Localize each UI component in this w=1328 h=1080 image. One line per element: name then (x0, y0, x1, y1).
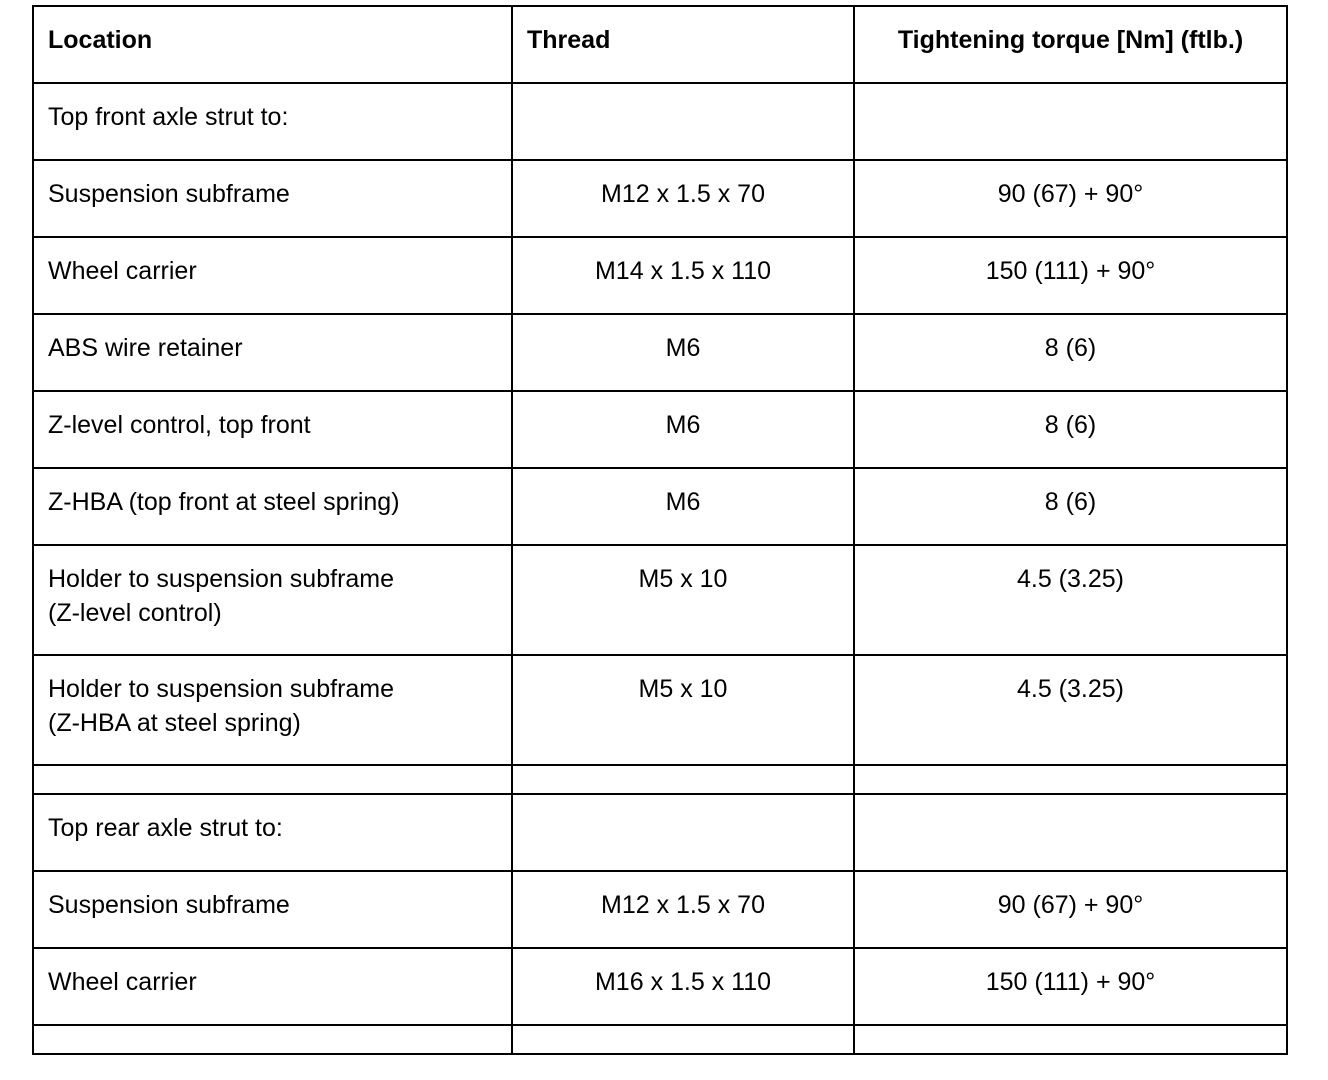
torque-spec-table (32, 5, 1288, 1055)
thread-cell: M6 (512, 391, 854, 468)
table-row (33, 468, 1287, 545)
torque-cell: 8 (6) (854, 314, 1287, 391)
location-line: Holder to suspension subframe (48, 675, 395, 703)
location-cell: Top rear axle strut to: (33, 794, 512, 871)
table-row (33, 237, 1287, 314)
location-cell (33, 545, 512, 655)
thread-cell: M6 (512, 468, 854, 545)
torque-cell: 4.5 (3.25) (854, 655, 1287, 765)
torque-cell (854, 83, 1287, 160)
table-row (33, 391, 1287, 468)
header-torque: Tightening torque [Nm] (ftlb.) (854, 6, 1287, 83)
table-row (33, 83, 1287, 160)
thread-cell: M16 x 1.5 x 110 (512, 948, 854, 1025)
torque-cell: 90 (67) + 90° (854, 160, 1287, 237)
thread-cell: M12 x 1.5 x 70 (512, 160, 854, 237)
location-line: Holder to suspension subframe (48, 565, 395, 593)
torque-cell: 150 (111) + 90° (854, 948, 1287, 1025)
table-row (33, 794, 1287, 871)
location-line: (Z-HBA at steel spring) (48, 709, 301, 737)
thread-cell: M5 x 10 (512, 545, 854, 655)
torque-cell (854, 794, 1287, 871)
location-cell: Z-level control, top front (33, 391, 512, 468)
location-cell (33, 655, 512, 765)
table-row (33, 314, 1287, 391)
thread-cell (512, 765, 854, 794)
table-row (33, 1025, 1287, 1054)
location-line: (Z-level control) (48, 599, 222, 627)
torque-cell: 4.5 (3.25) (854, 545, 1287, 655)
torque-cell: 150 (111) + 90° (854, 237, 1287, 314)
thread-cell (512, 794, 854, 871)
torque-cell: 8 (6) (854, 468, 1287, 545)
location-cell: Suspension subframe (33, 160, 512, 237)
location-cell: Wheel carrier (33, 237, 512, 314)
thread-cell: M12 x 1.5 x 70 (512, 871, 854, 948)
torque-cell: 8 (6) (854, 391, 1287, 468)
location-cell: Z-HBA (top front at steel spring) (33, 468, 512, 545)
thread-cell: M14 x 1.5 x 110 (512, 237, 854, 314)
location-cell: ABS wire retainer (33, 314, 512, 391)
location-cell: Top front axle strut to: (33, 83, 512, 160)
header-location: Location (33, 6, 512, 83)
location-cell (33, 1025, 512, 1054)
table-row (33, 655, 1287, 765)
thread-cell (512, 1025, 854, 1054)
torque-cell (854, 765, 1287, 794)
location-cell (33, 765, 512, 794)
table-row (33, 160, 1287, 237)
location-cell: Wheel carrier (33, 948, 512, 1025)
thread-cell (512, 83, 854, 160)
table-row (33, 545, 1287, 655)
header-thread: Thread (512, 6, 854, 83)
torque-cell: 90 (67) + 90° (854, 871, 1287, 948)
torque-cell (854, 1025, 1287, 1054)
table-row (33, 765, 1287, 794)
thread-cell: M6 (512, 314, 854, 391)
location-cell: Suspension subframe (33, 871, 512, 948)
table-row (33, 871, 1287, 948)
table-row (33, 948, 1287, 1025)
table-header-row (33, 6, 1287, 83)
thread-cell: M5 x 10 (512, 655, 854, 765)
